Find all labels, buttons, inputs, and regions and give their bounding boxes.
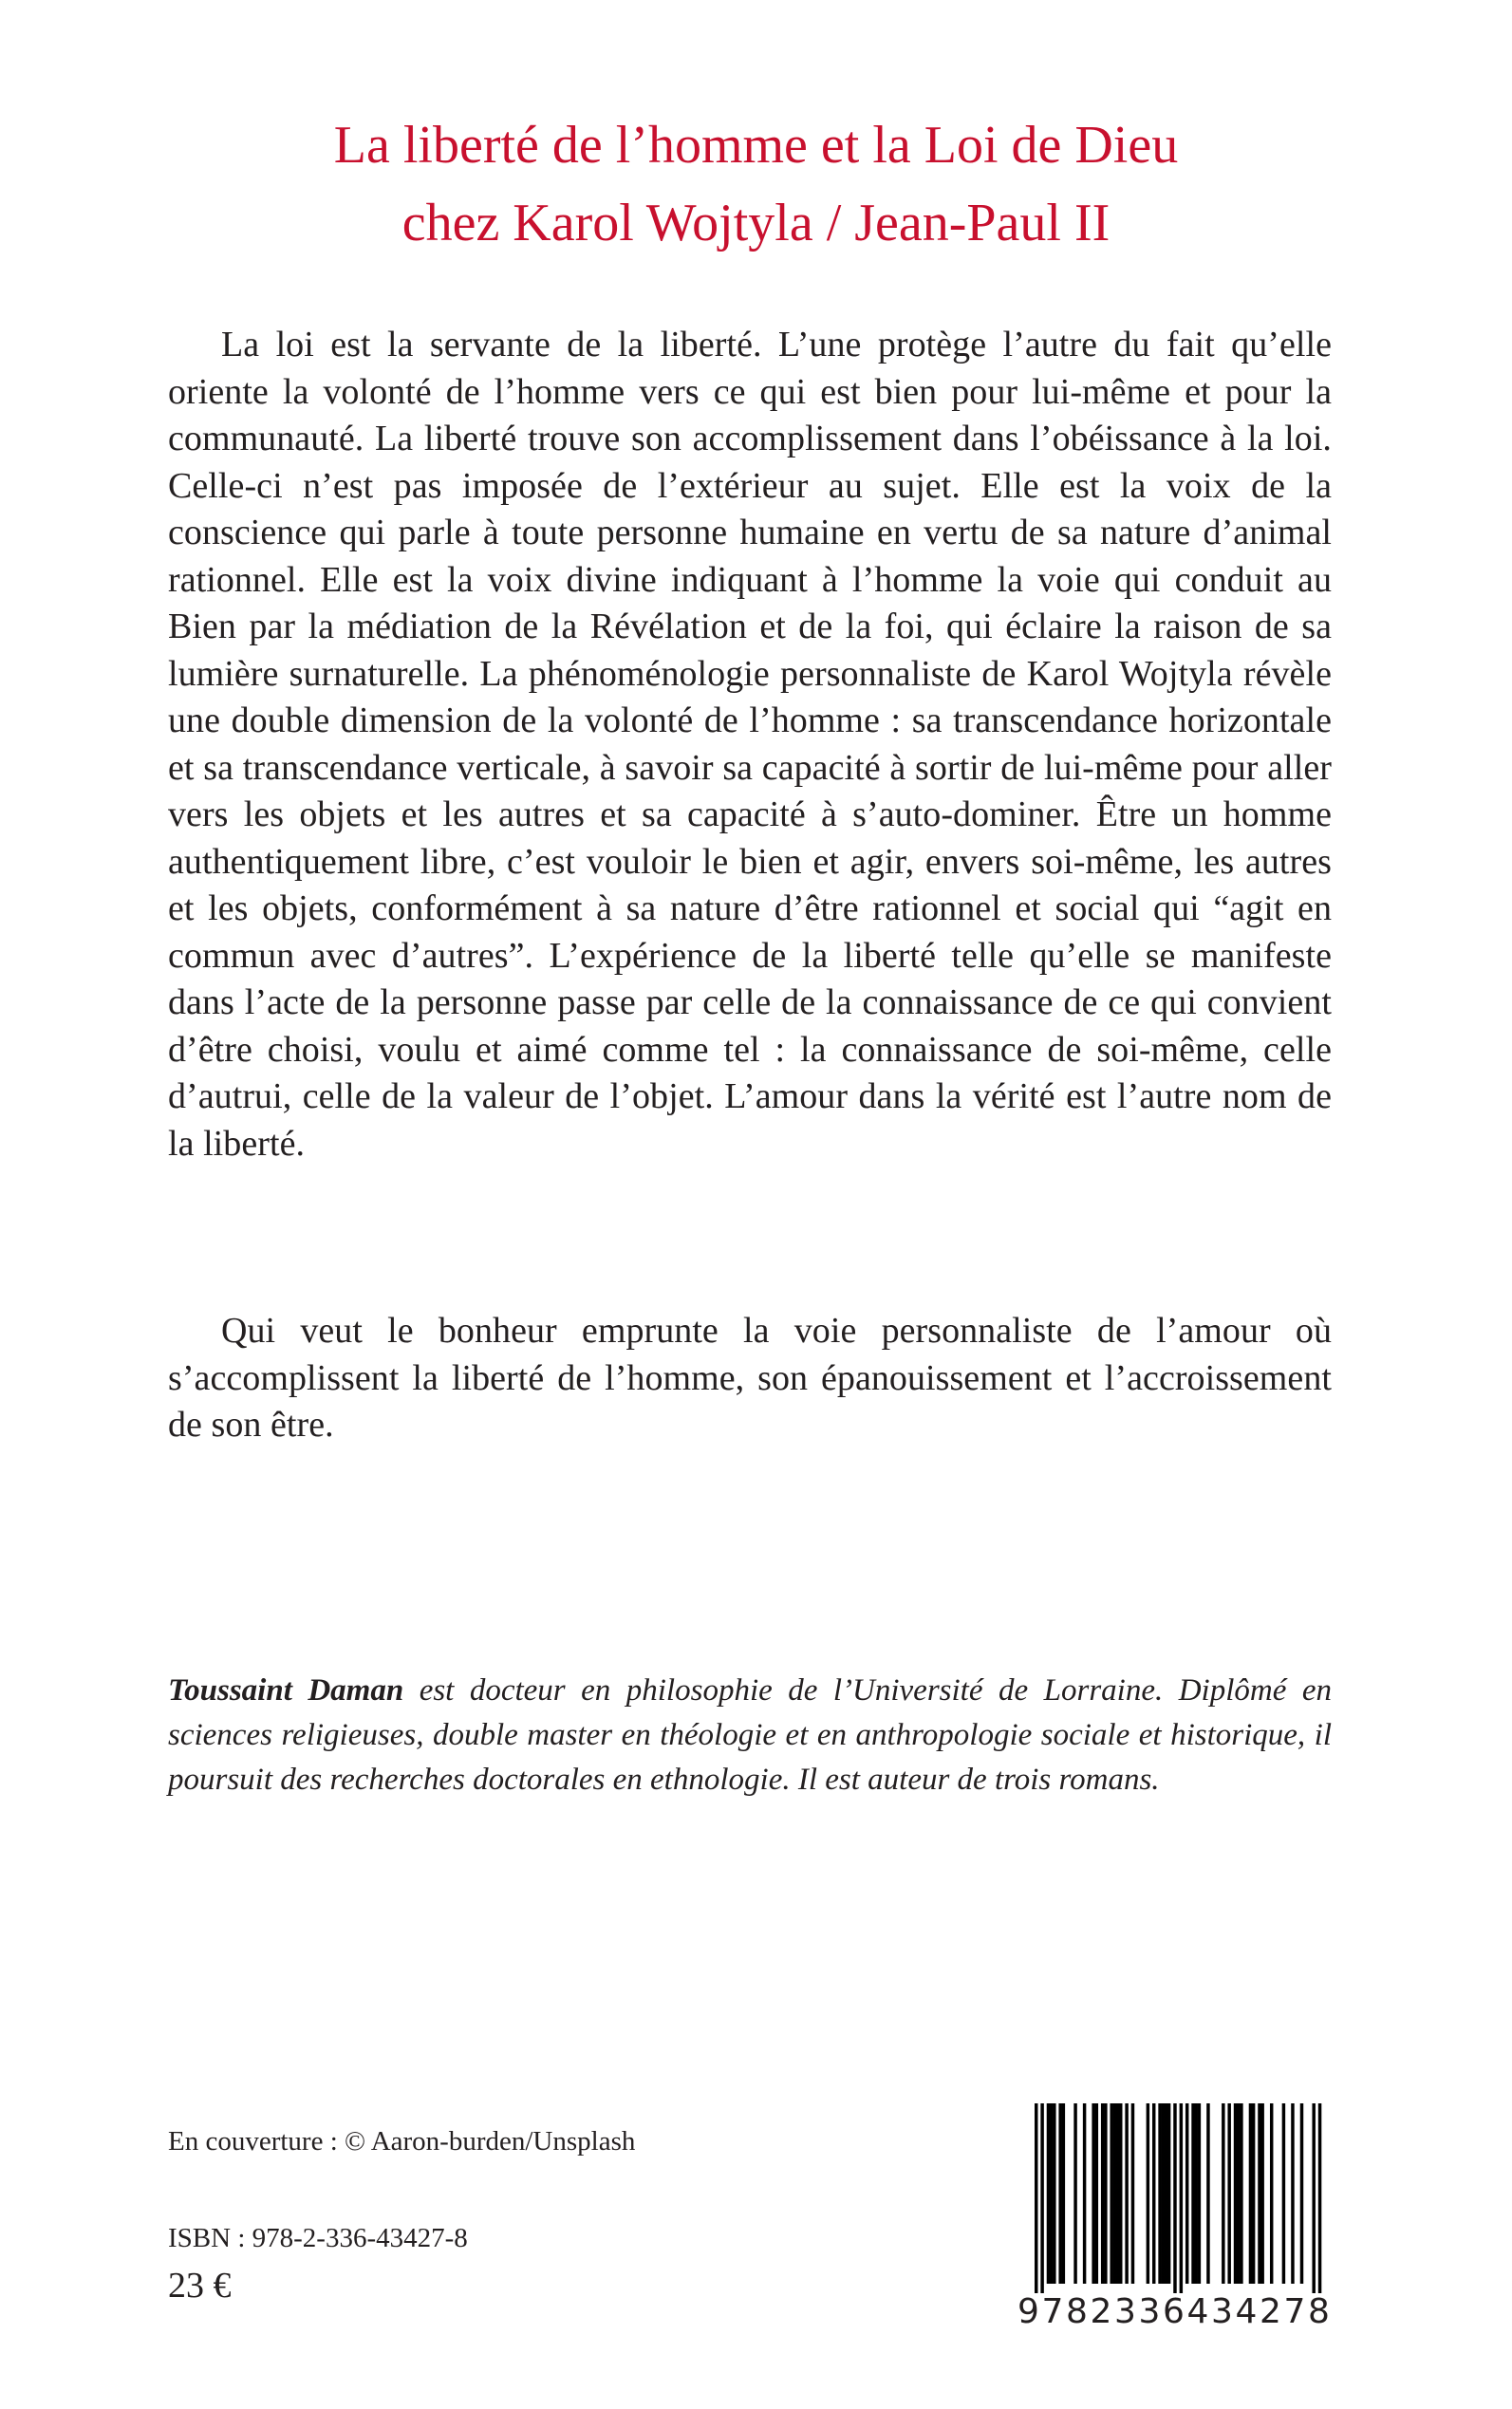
barcode-bar xyxy=(1258,2103,1260,2284)
barcode-bar xyxy=(1125,2103,1128,2284)
title-line-1: La liberté de l’homme et la Loi de Dieu xyxy=(333,116,1179,175)
barcode-bar xyxy=(1101,2103,1104,2284)
barcode-bar xyxy=(1113,2103,1116,2284)
author-bio xyxy=(168,1669,1332,1802)
barcode-bar xyxy=(1110,2103,1112,2284)
barcode-bar xyxy=(1073,2103,1076,2284)
barcode-bar xyxy=(1053,2103,1055,2284)
barcode-bar xyxy=(1147,2103,1149,2284)
barcode-bar xyxy=(1180,2103,1183,2293)
barcode-bar xyxy=(1173,2103,1176,2293)
barcode-bar xyxy=(1312,2103,1315,2293)
barcode-bar xyxy=(1040,2103,1043,2293)
barcode-bar xyxy=(1318,2103,1321,2293)
barcode-bar xyxy=(1050,2103,1053,2284)
barcode-bar xyxy=(1165,2103,1167,2284)
barcode-bar xyxy=(1198,2103,1201,2284)
barcode-bar xyxy=(1222,2103,1224,2284)
barcode-bar xyxy=(1185,2103,1188,2284)
barcode-bar xyxy=(1152,2103,1155,2284)
barcode-bar xyxy=(1047,2103,1050,2284)
barcode-bar xyxy=(1237,2103,1240,2284)
barcode-bar xyxy=(1095,2103,1098,2284)
barcode-bar xyxy=(1062,2103,1065,2284)
barcode-bar xyxy=(1252,2103,1255,2284)
barcode-digits: 9782336434278 xyxy=(1017,2292,1333,2331)
barcode-bar xyxy=(1083,2103,1086,2284)
cover-credit: En couverture : © Aaron-burden/Unsplash xyxy=(168,2126,636,2157)
barcode-bar xyxy=(1104,2103,1107,2284)
barcode-bar xyxy=(1191,2103,1194,2284)
barcode-bar xyxy=(1131,2103,1134,2284)
barcode-bar xyxy=(1116,2103,1119,2284)
barcode-bar xyxy=(1300,2103,1303,2284)
summary-paragraph-1: La loi est la servante de la liberté. L’une protège l’autre du fait qu’elle oriente la volonté de l’homme vers ce qui est bien pour lui-même et pour la communauté. La liberté trouve son accomplissement dans l’obéissance à la loi. Celle-ci n’est pas imposée de l’extérieur au sujet. Elle est la voix de la conscience qui parle à toute personne humaine en vertu de sa nature d’animal rationnel. Elle est la voix divine indiquant à l’homme la voie qui conduit au Bien par la médiation de la Révélation et de la foi, qui éclaire la raison de sa lumière surnaturelle. La phénoménologie personnaliste de Karol Wojtyla révèle une double dimension de la volonté de l’homme : sa transcendance horizontale et sa transcendance verticale, à savoir sa capacité à sortir de lui-même pour aller vers les objets et les autres et sa capacité à s’auto-dominer. Être un homme authentiquement libre, c’est vouloir le bien et agir, envers soi-même, les autres et les objets, conformément à sa nature d’être rationnel et social qui “agit en commun avec d’autres”. L’expérience de la liberté telle qu’elle se manifeste dans l’acte de la personne passe par celle de la connaissance de ce qui convient d’être choisi, voulu et aimé comme tel : la connaissance de soi-même, celle d’autrui, celle de la valeur de l’objet. L’amour dans la vérité est l’autre nom de la liberté. xyxy=(168,325,1332,1164)
barcode-bars xyxy=(1017,2103,1325,2293)
barcode xyxy=(1017,2103,1333,2335)
price: 23 € xyxy=(168,2266,232,2306)
book-title xyxy=(0,106,1512,262)
barcode-bar xyxy=(1206,2103,1209,2284)
author-bio-text: est docteur en philosophie de l’Université de Lorraine. Diplômé en sciences religieuses, double master en théologie et en anthropologie sociale et historique, il poursuit des recherches doctorales en ethnologie. Il est auteur de trois romans. xyxy=(168,1673,1332,1797)
barcode-bar xyxy=(1035,2103,1037,2293)
barcode-bar xyxy=(1270,2103,1273,2284)
barcode-bar xyxy=(1282,2103,1285,2284)
barcode-bar xyxy=(1167,2103,1170,2284)
barcode-bar xyxy=(1240,2103,1242,2284)
isbn: ISBN : 978-2-336-43427-8 xyxy=(168,2223,468,2253)
barcode-bar xyxy=(1119,2103,1122,2284)
barcode-bar xyxy=(1194,2103,1197,2284)
barcode-bar xyxy=(1158,2103,1161,2284)
title-line-2: chez Karol Wojtyla / Jean-Paul II xyxy=(401,194,1111,252)
summary-paragraph-2: Qui veut le bonheur emprunte la voie personnaliste de l’amour où s’accomplissent la liberté de l’homme, son épanouissement et l’accroissement de son être. xyxy=(168,1311,1332,1445)
barcode-bar xyxy=(1092,2103,1094,2284)
author-name: Toussaint Daman xyxy=(168,1673,404,1708)
barcode-bar xyxy=(1162,2103,1165,2284)
barcode-bar xyxy=(1234,2103,1237,2284)
barcode-bar xyxy=(1058,2103,1061,2284)
barcode-bar xyxy=(1291,2103,1294,2284)
barcode-bar xyxy=(1249,2103,1252,2284)
barcode-bar xyxy=(1260,2103,1263,2284)
barcode-bar xyxy=(1227,2103,1230,2284)
